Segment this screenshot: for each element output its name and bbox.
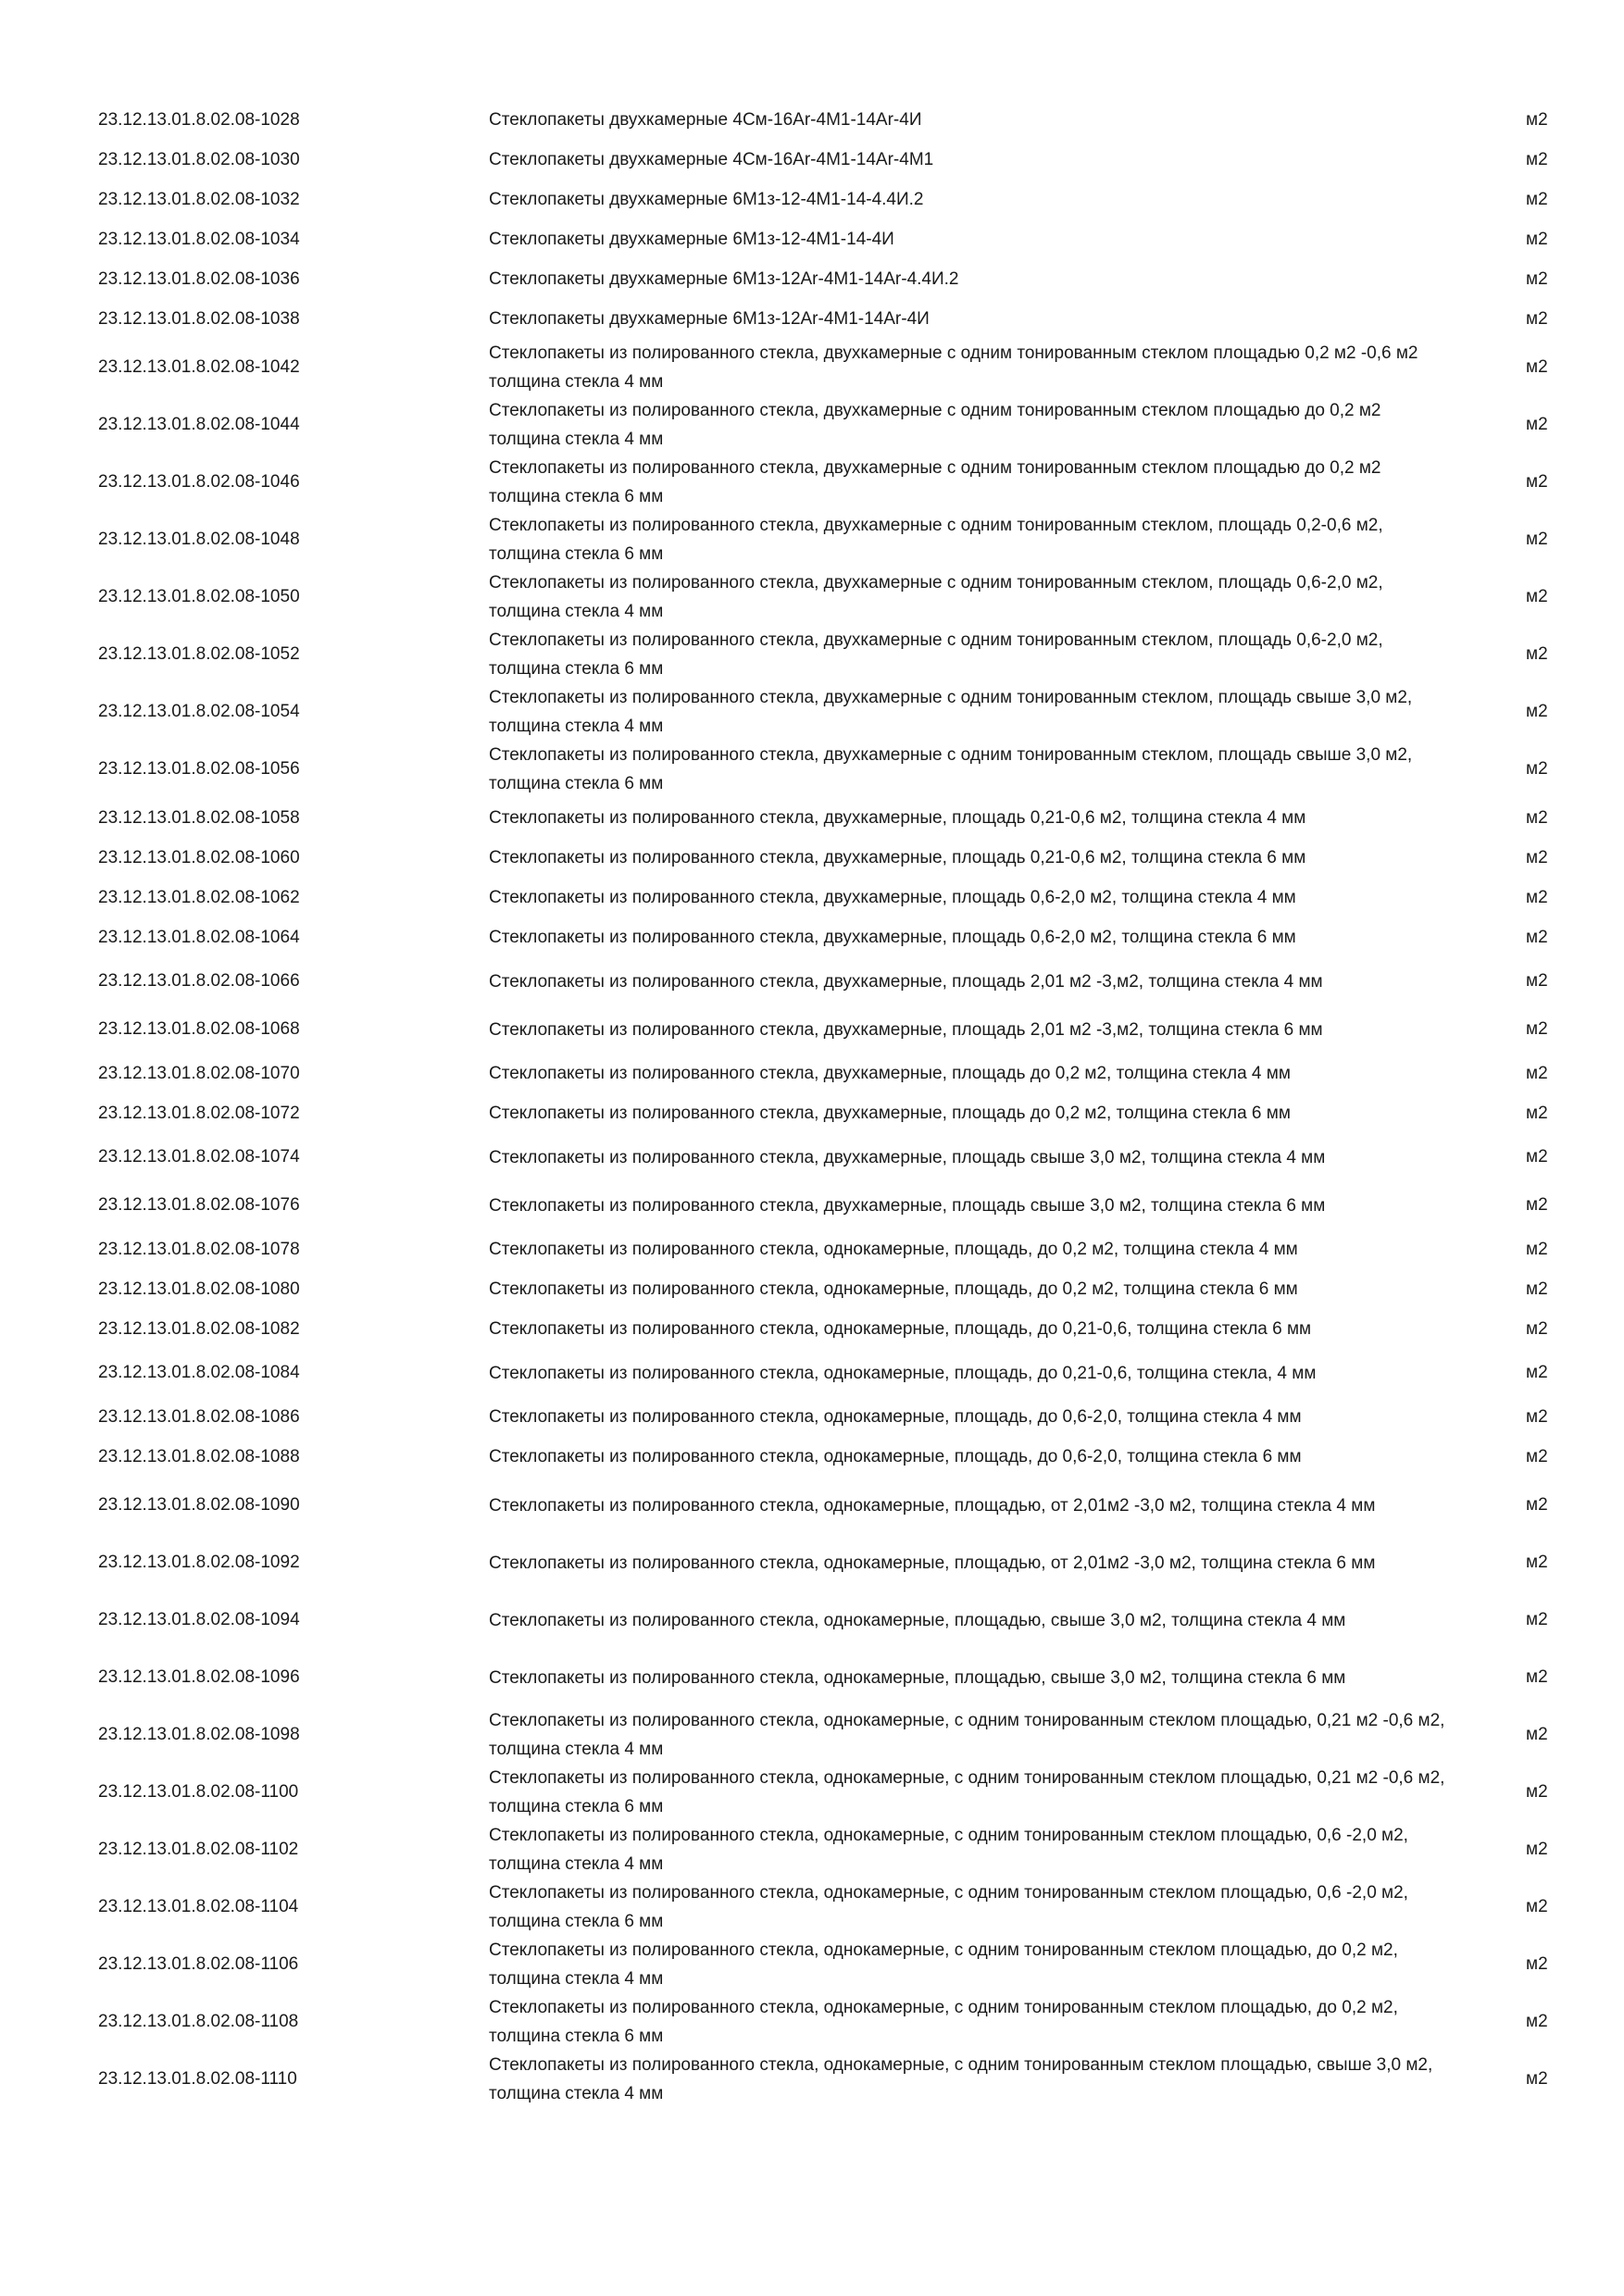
row-unit: м2 — [1526, 887, 1548, 907]
row-code: 23.12.13.01.8.02.08-1082 — [98, 1318, 300, 1339]
table-row — [0, 626, 1624, 683]
row-code: 23.12.13.01.8.02.08-1110 — [98, 2069, 297, 2089]
row-code: 23.12.13.01.8.02.08-1030 — [98, 149, 300, 169]
row-unit: м2 — [1526, 1063, 1548, 1083]
table-row — [0, 683, 1624, 741]
table-row — [0, 957, 1624, 1005]
row-code: 23.12.13.01.8.02.08-1050 — [98, 587, 300, 606]
table-row — [0, 1054, 1624, 1093]
row-code: 23.12.13.01.8.02.08-1060 — [98, 847, 300, 867]
row-code: 23.12.13.01.8.02.08-1028 — [98, 109, 300, 130]
row-name: Стеклопакеты из полированного стекла, двухкамерные с одним тонированным стеклом, площадь 0,6-2,0 м2, толщина стекла 4 мм — [489, 573, 1383, 621]
row-name: Стеклопакеты из полированного стекла, двухкамерные с одним тонированным стеклом, площадь свыше 3,0 м2, толщина стекла 6 мм — [489, 745, 1413, 793]
row-name: Стеклопакеты двухкамерные 4См-16Ar-4М1-14Ar-4И — [489, 110, 922, 130]
row-name: Стеклопакеты из полированного стекла, двухкамерные, площадь 2,01 м2 -3,м2, толщина стекла 4 мм — [489, 971, 1323, 992]
row-code: 23.12.13.01.8.02.08-1096 — [98, 1667, 300, 1687]
row-name: Стеклопакеты из полированного стекла, двухкамерные с одним тонированным стеклом площадью до 0,2 м2 толщина стекла 4 мм — [489, 401, 1381, 449]
row-name: Стеклопакеты из полированного стекла, однокамерные, площадь, до 0,2 м2, толщина стекла 4 мм — [489, 1240, 1298, 1259]
row-code: 23.12.13.01.8.02.08-1070 — [98, 1063, 300, 1083]
table-row — [0, 1477, 1624, 1534]
row-name: Стеклопакеты из полированного стекла, двухкамерные, площадь 0,21-0,6 м2, толщина стекла 4 мм — [489, 808, 1306, 828]
table-row — [0, 1229, 1624, 1269]
row-name: Стеклопакеты из полированного стекла, двухкамерные, площадь 0,6-2,0 м2, толщина стекла 4 мм — [489, 888, 1296, 907]
row-name: Стеклопакеты из полированного стекла, двухкамерные с одним тонированным стеклом, площадь 0,2-0,6 м2, толщина стекла 6 мм — [489, 516, 1383, 564]
row-code: 23.12.13.01.8.02.08-1078 — [98, 1239, 300, 1259]
table-row — [0, 259, 1624, 299]
row-name: Стеклопакеты из полированного стекла, однокамерные, площадью, свыше 3,0 м2, толщина стекла 4 мм — [489, 1610, 1346, 1630]
row-name: Стеклопакеты двухкамерные 6М1з-12Ar-4М1-14Ar-4И — [489, 309, 930, 329]
row-unit: м2 — [1526, 1019, 1548, 1039]
row-unit: м2 — [1526, 1103, 1548, 1123]
row-code: 23.12.13.01.8.02.08-1056 — [98, 759, 300, 779]
row-unit: м2 — [1526, 149, 1548, 169]
row-name: Стеклопакеты из полированного стекла, однокамерные, площадью, свыше 3,0 м2, толщина стекла 6 мм — [489, 1667, 1346, 1688]
row-name: Стеклопакеты двухкамерные 6М1з-12Ar-4М1-14Ar-4.4И.2 — [489, 269, 959, 289]
row-unit: м2 — [1526, 2069, 1548, 2089]
row-unit: м2 — [1526, 1782, 1548, 1802]
row-code: 23.12.13.01.8.02.08-1090 — [98, 1495, 300, 1515]
row-unit: м2 — [1526, 1897, 1548, 1916]
row-unit: м2 — [1526, 1318, 1548, 1339]
row-unit: м2 — [1526, 1725, 1548, 1744]
table-row — [0, 1309, 1624, 1349]
row-name: Стеклопакеты из полированного стекла, однокамерные, площадь, до 0,21-0,6, толщина стекла, 4 мм — [489, 1363, 1317, 1383]
table-row — [0, 1878, 1624, 1936]
row-unit: м2 — [1526, 1840, 1548, 1859]
row-name: Стеклопакеты из полированного стекла, двухкамерные с одним тонированным стеклом, площадь 0,6-2,0 м2, толщина стекла 6 мм — [489, 630, 1383, 679]
row-code: 23.12.13.01.8.02.08-1106 — [98, 1954, 299, 1974]
row-unit: м2 — [1526, 189, 1548, 209]
row-unit: м2 — [1526, 1239, 1548, 1259]
row-unit: м2 — [1526, 357, 1548, 377]
row-name: Стеклопакеты из полированного стекла, двухкамерные с одним тонированным стеклом площадью 0,2 м2 -0,6 м2 толщина стекла 4 мм — [489, 343, 1418, 392]
row-unit: м2 — [1526, 1446, 1548, 1466]
table-row — [0, 1591, 1624, 1649]
price-table — [0, 100, 1624, 2108]
table-row — [0, 878, 1624, 917]
row-code: 23.12.13.01.8.02.08-1074 — [98, 1147, 300, 1167]
row-name: Стеклопакеты из полированного стекла, однокамерные, площадь, до 0,2 м2, толщина стекла 6 мм — [489, 1279, 1298, 1299]
row-code: 23.12.13.01.8.02.08-1092 — [98, 1553, 300, 1572]
row-name: Стеклопакеты из полированного стекла, однокамерные, с одним тонированным стеклом площадью, 0,21 м2 -0,6 м2, толщина стекла 4 мм — [489, 1711, 1445, 1759]
row-code: 23.12.13.01.8.02.08-1066 — [98, 971, 300, 991]
table-row — [0, 1133, 1624, 1181]
row-name: Стеклопакеты из полированного стекла, однокамерные, с одним тонированным стеклом площадью, 0,21 м2 -0,6 м2, толщина стекла 6 мм — [489, 1768, 1445, 1816]
row-name: Стеклопакеты двухкамерные 6М1з-12-4М1-14-4И — [489, 230, 894, 249]
row-name: Стеклопакеты из полированного стекла, двухкамерные, площадь свыше 3,0 м2, толщина стекла 6 мм — [489, 1195, 1326, 1216]
row-code: 23.12.13.01.8.02.08-1042 — [98, 357, 300, 377]
row-unit: м2 — [1526, 2012, 1548, 2031]
row-name: Стеклопакеты из полированного стекла, однокамерные, с одним тонированным стеклом площадью, до 0,2 м2, толщина стекла 6 мм — [489, 1998, 1398, 2046]
row-code: 23.12.13.01.8.02.08-1080 — [98, 1279, 300, 1299]
table-row — [0, 1005, 1624, 1054]
row-code: 23.12.13.01.8.02.08-1102 — [98, 1840, 299, 1859]
row-code: 23.12.13.01.8.02.08-1034 — [98, 229, 300, 249]
table-row — [0, 1349, 1624, 1397]
row-unit: м2 — [1526, 1406, 1548, 1427]
row-code: 23.12.13.01.8.02.08-1072 — [98, 1103, 300, 1123]
row-name: Стеклопакеты из полированного стекла, однокамерные, площадь, до 0,6-2,0, толщина стекла 4 мм — [489, 1407, 1302, 1427]
row-name: Стеклопакеты из полированного стекла, однокамерные, с одним тонированным стеклом площадью, свыше 3,0 м2, толщина стекла 4 мм — [489, 2055, 1433, 2103]
table-row — [0, 180, 1624, 219]
table-row — [0, 396, 1624, 454]
table-row — [0, 140, 1624, 180]
row-unit: м2 — [1526, 1610, 1548, 1629]
row-code: 23.12.13.01.8.02.08-1064 — [98, 927, 300, 947]
row-code: 23.12.13.01.8.02.08-1058 — [98, 807, 300, 828]
row-code: 23.12.13.01.8.02.08-1054 — [98, 702, 300, 721]
row-name: Стеклопакеты из полированного стекла, двухкамерные с одним тонированным стеклом площадью до 0,2 м2 толщина стекла 6 мм — [489, 458, 1381, 506]
table-row — [0, 1993, 1624, 2051]
table-row — [0, 339, 1624, 396]
row-name: Стеклопакеты из полированного стекла, однокамерные, площадью, от 2,01м2 -3,0 м2, толщина стекла 6 мм — [489, 1553, 1376, 1573]
row-code: 23.12.13.01.8.02.08-1032 — [98, 189, 300, 209]
row-unit: м2 — [1526, 971, 1548, 991]
table-row — [0, 299, 1624, 339]
row-code: 23.12.13.01.8.02.08-1052 — [98, 644, 300, 664]
table-row — [0, 100, 1624, 140]
table-row — [0, 1269, 1624, 1309]
row-name: Стеклопакеты из полированного стекла, однокамерные, площадь, до 0,21-0,6, толщина стекла 6 мм — [489, 1319, 1312, 1339]
table-row — [0, 741, 1624, 798]
row-code: 23.12.13.01.8.02.08-1076 — [98, 1195, 300, 1215]
row-unit: м2 — [1526, 268, 1548, 289]
row-name: Стеклопакеты двухкамерные 6М1з-12-4М1-14-4.4И.2 — [489, 190, 924, 209]
row-code: 23.12.13.01.8.02.08-1100 — [98, 1782, 299, 1802]
row-name: Стеклопакеты из полированного стекла, однокамерные, площадью, от 2,01м2 -3,0 м2, толщина стекла 4 мм — [489, 1495, 1376, 1516]
table-row — [0, 1534, 1624, 1591]
row-unit: м2 — [1526, 1667, 1548, 1687]
row-unit: м2 — [1526, 229, 1548, 249]
row-unit: м2 — [1526, 1954, 1548, 1974]
table-row — [0, 1437, 1624, 1477]
row-name: Стеклопакеты из полированного стекла, однокамерные, площадь, до 0,6-2,0, толщина стекла 6 мм — [489, 1447, 1302, 1466]
row-unit: м2 — [1526, 807, 1548, 828]
row-unit: м2 — [1526, 1147, 1548, 1167]
row-code: 23.12.13.01.8.02.08-1046 — [98, 472, 300, 492]
table-row — [0, 1649, 1624, 1706]
row-code: 23.12.13.01.8.02.08-1038 — [98, 308, 300, 329]
row-unit: м2 — [1526, 759, 1548, 779]
row-name: Стеклопакеты из полированного стекла, двухкамерные, площадь 2,01 м2 -3,м2, толщина стекла 6 мм — [489, 1019, 1323, 1040]
row-unit: м2 — [1526, 587, 1548, 606]
row-unit: м2 — [1526, 644, 1548, 664]
table-row — [0, 1181, 1624, 1229]
row-unit: м2 — [1526, 702, 1548, 721]
row-unit: м2 — [1526, 1363, 1548, 1382]
table-row — [0, 219, 1624, 259]
row-name: Стеклопакеты из полированного стекла, однокамерные, с одним тонированным стеклом площадью, 0,6 -2,0 м2, толщина стекла 6 мм — [489, 1883, 1408, 1931]
row-unit: м2 — [1526, 1195, 1548, 1215]
row-unit: м2 — [1526, 927, 1548, 947]
row-unit: м2 — [1526, 1495, 1548, 1515]
table-row — [0, 511, 1624, 568]
row-code: 23.12.13.01.8.02.08-1048 — [98, 530, 300, 549]
table-row — [0, 2051, 1624, 2108]
table-row — [0, 1397, 1624, 1437]
table-row — [0, 1821, 1624, 1878]
row-unit: м2 — [1526, 530, 1548, 549]
table-row — [0, 568, 1624, 626]
table-row — [0, 1936, 1624, 1993]
table-row — [0, 454, 1624, 511]
row-code: 23.12.13.01.8.02.08-1036 — [98, 268, 300, 289]
row-unit: м2 — [1526, 415, 1548, 434]
table-row — [0, 917, 1624, 957]
row-name: Стеклопакеты из полированного стекла, однокамерные, с одним тонированным стеклом площадью, 0,6 -2,0 м2, толщина стекла 4 мм — [489, 1826, 1408, 1874]
row-unit: м2 — [1526, 308, 1548, 329]
table-row — [0, 1764, 1624, 1821]
table-row — [0, 1093, 1624, 1133]
row-name: Стеклопакеты из полированного стекла, двухкамерные с одним тонированным стеклом, площадь свыше 3,0 м2, толщина стекла 4 мм — [489, 688, 1413, 736]
row-unit: м2 — [1526, 1553, 1548, 1572]
table-row — [0, 838, 1624, 878]
row-name: Стеклопакеты из полированного стекла, однокамерные, с одним тонированным стеклом площадью, до 0,2 м2, толщина стекла 4 мм — [489, 1940, 1398, 1989]
row-code: 23.12.13.01.8.02.08-1084 — [98, 1363, 300, 1382]
table-row — [0, 798, 1624, 838]
row-name: Стеклопакеты двухкамерные 4См-16Ar-4М1-14Ar-4М1 — [489, 150, 934, 169]
row-code: 23.12.13.01.8.02.08-1094 — [98, 1610, 300, 1629]
row-code: 23.12.13.01.8.02.08-1088 — [98, 1446, 300, 1466]
row-code: 23.12.13.01.8.02.08-1098 — [98, 1725, 300, 1744]
row-code: 23.12.13.01.8.02.08-1086 — [98, 1406, 300, 1427]
row-code: 23.12.13.01.8.02.08-1044 — [98, 415, 300, 434]
row-code: 23.12.13.01.8.02.08-1108 — [98, 2012, 299, 2031]
row-code: 23.12.13.01.8.02.08-1062 — [98, 887, 300, 907]
row-name: Стеклопакеты из полированного стекла, двухкамерные, площадь 0,6-2,0 м2, толщина стекла 6 мм — [489, 928, 1296, 947]
row-unit: м2 — [1526, 847, 1548, 867]
row-name: Стеклопакеты из полированного стекла, двухкамерные, площадь свыше 3,0 м2, толщина стекла 4 мм — [489, 1147, 1326, 1167]
row-unit: м2 — [1526, 472, 1548, 492]
table-row — [0, 1706, 1624, 1764]
row-unit: м2 — [1526, 1279, 1548, 1299]
row-code: 23.12.13.01.8.02.08-1104 — [98, 1897, 299, 1916]
row-name: Стеклопакеты из полированного стекла, двухкамерные, площадь 0,21-0,6 м2, толщина стекла 6 мм — [489, 848, 1306, 867]
row-name: Стеклопакеты из полированного стекла, двухкамерные, площадь до 0,2 м2, толщина стекла 6 мм — [489, 1104, 1291, 1123]
row-name: Стеклопакеты из полированного стекла, двухкамерные, площадь до 0,2 м2, толщина стекла 4 мм — [489, 1064, 1291, 1083]
row-unit: м2 — [1526, 109, 1548, 130]
row-code: 23.12.13.01.8.02.08-1068 — [98, 1019, 300, 1039]
